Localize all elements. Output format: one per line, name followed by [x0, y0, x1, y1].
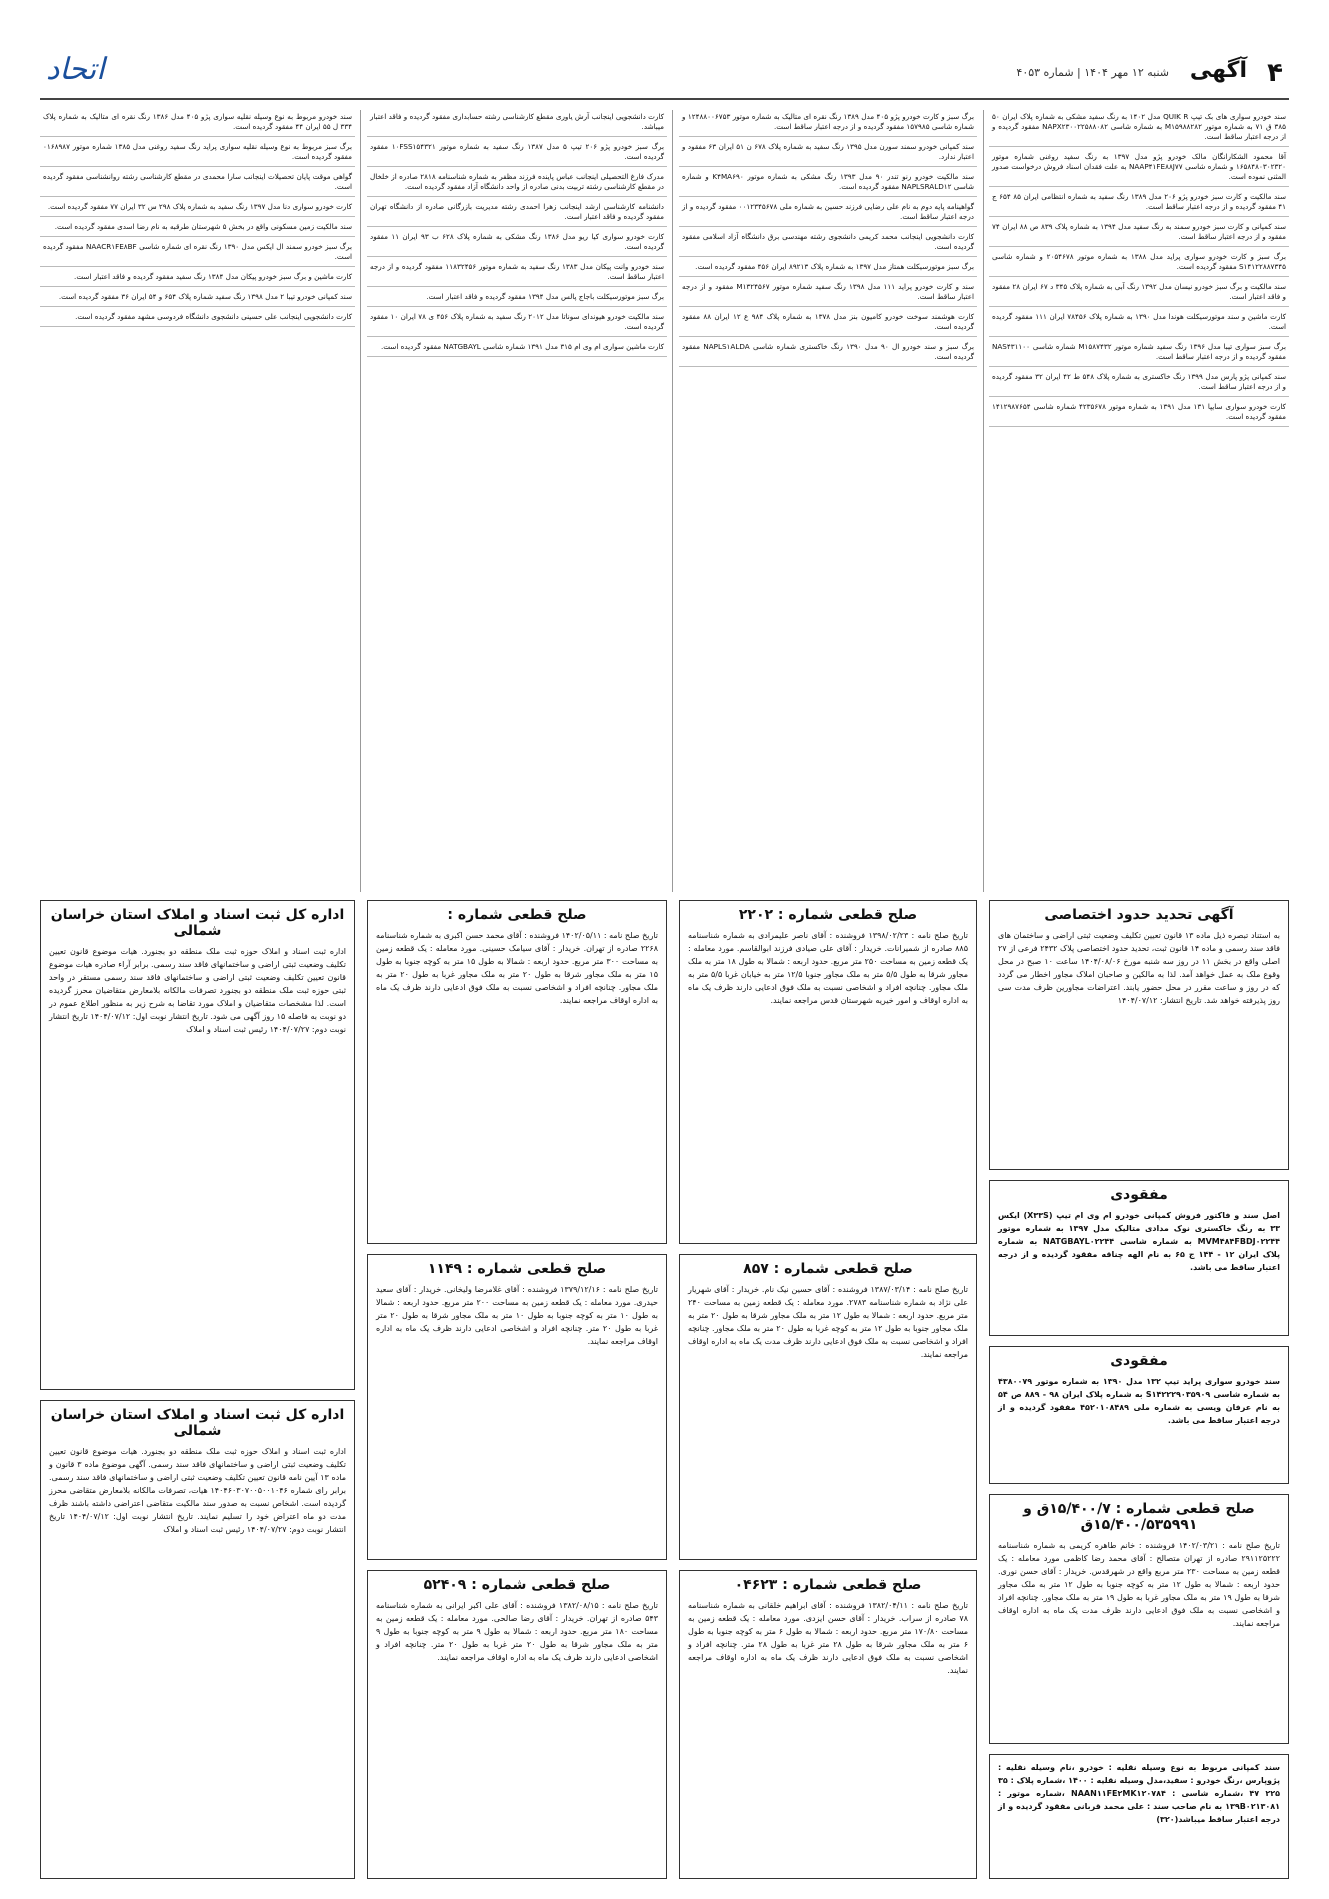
notice-body: سند کمپانی مربوط به نوع وسیله نقلیه : خودرو ،نام وسیله نقلیه : پژوپارس ،رنگ خودرو : سفید،مدل وسیله نقلیه : ۱۴۰۰ ،شماره پلاک : ۳۵ ۲۲۵ ۴۷ ،شماره شاسی : NAAN۱۱FE۲MK۱۲۰۷۸۴ ،شماره موتور : ۱۳۹B۰۲۱۳۰۸۱ به نام صاحب سند : علی محمد قربانی مفقود گردیده و از درجه اعتبار ساقط میباشد(۳۲۰): [998, 1763, 1280, 1824]
page-number: ۴: [1267, 58, 1283, 88]
classified-item: آقا محمود الشکارانگان مالک خودرو پژو مدل ۱۳۹۷ به رنگ سفید روغنی شماره موتور ۱۶۵۸۴۸۰۳۰۲۳۲۰ و شماره شاسی NAAP۴۱FE۸۸J۷۷ به علت فقدان اسناد فروش درخواست صدور المثنی نموده است.: [989, 150, 1289, 187]
classified-item: کارت دانشجویی اینجانب آرش یاوری مقطع کارشناسی رشته حسابداری مفقود گردیده و فاقد اعتبار میباشد.: [367, 110, 667, 137]
classified-item: گواهی موقت پایان تحصیلات اینجانب سارا محمدی در مقطع کارشناسی رشته روانشناسی مفقود گردیده است.: [40, 170, 355, 197]
notice-vehicle-doc: [989, 1754, 1289, 1879]
classified-item: دانشنامه کارشناسی ارشد اینجانب زهرا احمدی رشته مدیریت بازرگانی صادره از دانشگاه تهران مفقود گردیده و فاقد اعتبار است.: [367, 200, 667, 227]
notice-title: صلح قطعی شماره : ۰۴۶۲۳: [734, 1577, 922, 1593]
notice-title: اداره کل ثبت اسناد و املاک استان خراسان شمالی: [50, 907, 345, 939]
classified-item: برگ سبز خودرو پژو ۲۰۶ تیپ ۵ مدل ۱۳۸۷ رنگ سفید به شماره موتور ۱۰FSS۱۵۴۳۲۱ مفقود گردیده است.: [367, 140, 667, 167]
notice-body: تاریخ صلح نامه : ۱۴۰۲/۰۳/۲۱ فروشنده : خانم طاهره کریمی به شماره شناسنامه ۲۹۱۱۲۵۲۲۲ صادره از تهران متصالح : آقای محمد رضا کاظمی مورد معامله : یک قطعه زمین به مساحت ۲۳۰ متر مربع واقع در شهرقدس. خریدار : آقای حسن نوری. حدود اربعه : شمالا به طول ۱۲ متر به کوچه جنوبا به طول ۱۲ متر به ملک مجاور شرقا به طول ۱۹ متر به ملک مجاور غربا به طول ۱۹ متر به ملک مجاور. چنانچه افراد و اشخاصی نسبت به ملک فوق ادعایی دارند ظرف مدت یک ماه به اداره اوقاف مراجعه نمایند.: [998, 1541, 1281, 1628]
classified-item: کارت خودرو سواری کیا ریو مدل ۱۳۸۶ رنگ مشکی به شماره پلاک ۶۲۸ ب ۹۳ ایران ۱۱ مفقود گردیده است.: [367, 230, 667, 257]
classified-column-2: [679, 110, 977, 892]
notice-settlement-857: [679, 1254, 977, 1560]
classified-item: کارت دانشجویی اینجانب علی حسینی دانشجوی دانشگاه فردوسی مشهد مفقود گردیده است.: [40, 310, 355, 327]
notice-body: اداره ثبت اسناد و املاک حوزه ثبت ملک منطقه دو بجنورد. هیات موضوع قانون تعیین تکلیف وضعیت ثبتی اراضی و ساختمانهای فاقد سند رسمی. آگهی موضوع ماده ۳ قانون و ماده ۱۳ آیین نامه قانون تعیین تکلیف وضعیت ثبتی اراضی و ساختمانهای فاقد سند رسمی. برابر رای شماره ۱۴۰۴۶۰۳۰۷۰۰۵۰۰۱۰۴۶ هیات، تصرفات مالکانه بلامعارض متقاضی محرز گردیده است. اشخاص نسبت به صدور سند مالکیت متقاضی اعتراضی داشته باشند ظرف مدت دو ماه اعتراض خود را تسلیم نمایند. تاریخ انتشار نوبت اول: ۱۴۰۴/۰۷/۱۲ تاریخ انتشار نوبت دوم: ۱۴۰۴/۰۷/۲۷ رئیس ثبت اسناد و املاک: [49, 1447, 346, 1534]
notice-registry-2: [40, 1400, 355, 1879]
notice-body: تاریخ صلح نامه : ۱۴۰۲/۰۵/۱۱ فروشنده : آقای محمد حسن اکبری به شماره شناسنامه ۲۲۶۸ صادره از تهران. خریدار : آقای سیامک حسینی. مورد معامله : یک قطعه زمین به مساحت ۳۰۰ متر مربع. حدود اربعه : شمالا به طول ۱۵ متر به کوچه جنوبا به طول ۱۵ متر به ملک مجاور شرقا به طول ۲۰ متر به ملک مجاور غربا به طول ۲۰ متر به ملک مجاور. چنانچه افراد و اشخاصی نسبت به ملک فوق ادعایی دارند ظرف یک ماه به اداره اوقاف مراجعه نمایند.: [376, 931, 659, 1005]
notice-body: سند خودرو سواری پراید تیپ ۱۳۲ مدل ۱۳۹۰ به شماره موتور ۴۳۸۰۰۷۹ به شماره شاسی S۱۴۲۲۲۹۰۳۵۹۰۹ به شماره پلاک ایران ۹۸ - ۸۸۹ ص ۵۴ به نام عرفان ویسی به شماره ملی ۴۵۲۰۱۰۸۴۸۹ مفقود گردیده و از درجه اعتبار ساقط می باشد.: [998, 1377, 1281, 1425]
classified-item: برگ سبز و کارت خودرو پژو ۴۰۵ مدل ۱۳۸۹ رنگ نقره ای متالیک به شماره موتور ۱۲۴۸۸۰۰۶۷۵۳ و شماره شاسی ۱۵۷۹۸۵ مفقود گردیده و از درجه اعتبار ساقط است.: [679, 110, 977, 137]
classified-column-4: [40, 110, 355, 892]
notice-body: تاریخ صلح نامه : ۱۳۸۲/۰۴/۱۱ فروشنده : آقای ابراهیم خلقانی به شماره شناسنامه ۷۸ صادره از سراب. خریدار : آقای حسن ایزدی. مورد معامله : یک قطعه زمین به مساحت ۱۷۰/۸۰ متر مربع. حدود اربعه : شمالا به طول ۶ متر به کوچه جنوبا به طول ۶ متر به ملک مجاور شرقا به طول ۲۸ متر غربا به طول ۲۸ متر. چنانچه افراد و اشخاصی نسبت به ملک فوق ادعایی دارند ظرف یک ماه به اداره اوقاف مراجعه نمایند.: [688, 1601, 969, 1675]
classified-item: سند مالکیت و کارت سبز خودرو پژو ۲۰۶ مدل ۱۳۸۹ رنگ سفید به شماره انتظامی ایران ۸۵ ۶۵۴ ج ۴۱ مفقود گردیده و از درجه اعتبار ساقط است.: [989, 190, 1289, 217]
notice-title: صلح قطعی شماره :: [447, 907, 587, 923]
notice-lost-2: [989, 1346, 1289, 1484]
notice-body: تاریخ صلح نامه : ۱۳۹۸/۰۲/۲۳ فروشنده : آقای ناصر علیمرادی به شماره شناسنامه ۸۸۵ صادره از شمیرانات. خریدار : آقای علی صیادی فرزند ابوالقاسم. مورد معامله : یک قطعه زمین به مساحت ۲۵۰ متر مربع. حدود اربعه : شمالا به طول ۱۸ متر به ملک مجاور شرقا به طول ۵/۵ متر به ملک مجاور جنوبا ۱۲/۵ متر به خیابان غربا ۵/۵ متر به ملک مجاور. چنانچه افراد و اشخاصی نسبت به ملک فوق ادعایی دارند ظرف یک ماه به اداره اوقاف و امور خیریه شهرستان قدس مراجعه نمایند.: [688, 931, 969, 1005]
notice-title: اداره کل ثبت اسناد و املاک استان خراسان شمالی: [50, 1407, 345, 1439]
notice-title: مفقودی: [1110, 1187, 1168, 1203]
classified-item: سند کمپانی خودرو سمند سورن مدل ۱۳۹۵ رنگ سفید به شماره پلاک ۶۷۸ ن ۵۱ ایران ۶۳ مفقود و اعتبار ندارد.: [679, 140, 977, 167]
classified-item: سند خودرو وانت پیکان مدل ۱۳۸۳ رنگ سفید به شماره موتور ۱۱۸۳۲۴۵۶ مفقود گردیده و از درجه اعتبار ساقط است.: [367, 260, 667, 287]
issue-line: شنبه ۱۲ مهر ۱۴۰۴ | شماره ۴۰۵۳: [1016, 66, 1169, 79]
column-divider: [983, 110, 984, 892]
classified-item: برگ سبز خودرو سمند ال ایکس مدل ۱۳۹۰ رنگ نقره ای شماره شاسی NAACR۱FE۸BF مفقود گردیده است.: [40, 240, 355, 267]
notice-settlement-blank: [367, 900, 667, 1244]
classified-item: برگ سبز مربوط به نوع وسیله نقلیه سواری پراید رنگ سفید روغنی مدل ۱۳۸۵ شماره موتور ۰۱۶۸۹۸۷ مفقود گردیده است.: [40, 140, 355, 167]
classified-item: سند کمپانی پژو پارس مدل ۱۳۹۹ رنگ خاکستری به شماره پلاک ۵۴۸ ط ۴۲ ایران ۳۲ مفقود گردیده و از درجه اعتبار ساقط است.: [989, 370, 1289, 397]
classified-item: کارت ماشین و سند موتورسیکلت هوندا مدل ۱۳۹۰ به شماره پلاک ۷۸۴۵۶ ایران ۱۱۱ مفقود گردیده است.: [989, 310, 1289, 337]
classified-item: سند کمپانی خودرو تیبا ۲ مدل ۱۳۹۸ رنگ سفید شماره پلاک ۶۵۴ و ۵۴ ایران ۳۶ مفقود گردیده است.: [40, 290, 355, 307]
classified-item: برگ سبز و کارت خودرو سواری پراید مدل ۱۳۸۸ به شماره موتور ۲۰۵۴۶۷۸ و شماره شاسی S۱۴۱۲۲۸۸۷۳۴۵ مفقود گردیده است.: [989, 250, 1289, 277]
notice-title: مفقودی: [1110, 1353, 1168, 1369]
classified-item: برگ سبز و سند خودرو ال ۹۰ مدل ۱۳۹۰ رنگ خاکستری شماره شاسی NAPLS۱ALDA مفقود گردیده است.: [679, 340, 977, 367]
notice-body: اصل سند و فاکتور فروش کمپانی خودرو ام وی ام تیپ (X۳۳S) ایکس ۳۳ به رنگ خاکستری نوک مدادی متالیک مدل ۱۳۹۷ به شماره موتور MVM۴۸۴FBDJ۰۲۲۴۴ به شماره شاسی NATGBAYL۰۲۲۴۴ به شماره پلاک ایران ۱۲ - ۱۴۴ ج ۶۵ به نام الهه چناقه مفقود گردیده و از درجه اعتبار ساقط می باشد.: [998, 1211, 1280, 1272]
notice-demarcation: [989, 900, 1289, 1170]
classified-item: برگ سبز موتورسیکلت باجاج پالس مدل ۱۳۹۴ مفقود گردیده و فاقد اعتبار است.: [367, 290, 667, 307]
notice-body: اداره ثبت اسناد و املاک حوزه ثبت ملک منطقه دو بجنورد. هیات موضوع قانون تعیین تکلیف وضعیت ثبتی اراضی و ساختمانهای فاقد سند رسمی. برابر آراء صادره هیات موضوع قانون تعیین تکلیف وضعیت ثبتی اراضی و ساختمانهای فاقد سند رسمی مستقر در واحد ثبتی حوزه ثبت ملک منطقه دو بجنورد تصرفات مالکانه بلامعارض متقاضیان محرز گردیده است. لذا مشخصات متقاضیان و املاک مورد تقاضا به شرح زیر به منظور اطلاع عموم در دو نوبت به فاصله ۱۵ روز آگهی می شود. تاریخ انتشار نوبت اول: ۱۴۰۴/۰۷/۱۲ تاریخ انتشار نوبت دوم: ۱۴۰۴/۰۷/۲۷ رئیس ثبت اسناد و املاک: [49, 947, 347, 1034]
notice-lost-1: [989, 1180, 1289, 1336]
column-divider: [360, 110, 361, 892]
classified-column-3: [367, 110, 667, 892]
notice-settlement-52409: [367, 1570, 667, 1879]
notice-title: صلح قطعی شماره : ۲۲۰۲: [738, 907, 918, 923]
classified-item: کارت خودرو سواری سایپا ۱۳۱ مدل ۱۳۹۱ به شماره موتور ۴۲۳۵۶۷۸ شماره شاسی ۱۴۱۲۹۸۷۶۵۴ مفقود گردیده است.: [989, 400, 1289, 427]
notice-body: تاریخ صلح نامه : ۱۳۸۷/۰۳/۱۴ فروشنده : آقای حسین نیک نام. خریدار : آقای شهریار علی نژاد به شماره شناسنامه ۲۷۸۳. مورد معامله : یک قطعه زمین به مساحت ۲۴۰ متر مربع. حدود اربعه : شمالا به طول ۱۲ متر به ملک مجاور شرقا به طول ۲۰ متر به ملک مجاور جنوبا به طول ۱۲ متر به کوچه غربا به طول ۲۰ متر به ملک مجاور. چنانچه افراد و اشخاصی نسبت به ملک فوق ادعایی دارند ظرف مدت یک ماه به اداره اوقاف مراجعه نمایند.: [688, 1285, 969, 1359]
notice-title: صلح قطعی شماره : ۵۲۴۰۹: [423, 1577, 611, 1593]
classified-item: سند خودرو مربوط به نوع وسیله نقلیه سواری پژو ۴۰۵ مدل ۱۳۸۶ رنگ نقره ای متالیک به شماره پلاک ۳۳۴ ل ۵۵ ایران ۴۴ مفقود گردیده است.: [40, 110, 355, 137]
classified-item: سند خودرو سواری های بک تیپ QUIK R مدل ۱۴۰۲ به رنگ سفید مشکی به شماره پلاک ایران ۵۰ ۳۸۵ ق ۷۱ به شماره موتور M۱۵۹۸۸۲۸۲ به شماره شاسی NAPX۲۳۰۰۲۲۵۸۸۰۸۲ مفقود گردیده و از درجه اعتبار ساقط است.: [989, 110, 1289, 147]
classified-item: کارت خودرو سواری دنا مدل ۱۳۹۷ رنگ سفید به شماره پلاک ۲۹۸ س ۳۲ ایران ۷۷ مفقود گردیده است.: [40, 200, 355, 217]
page-header: [40, 50, 1289, 100]
section-title: آگهی: [1189, 58, 1247, 83]
notice-settlement-2202: [679, 900, 977, 1244]
classified-item: سند و کارت خودرو پراید ۱۱۱ مدل ۱۳۹۸ رنگ سفید شماره موتور M۱۳۲۴۵۶۷ مفقود و از درجه اعتبار ساقط است.: [679, 280, 977, 307]
classified-item: مدرک فارغ التحصیلی اینجانب عباس پاینده فرزند مظفر به شماره شناسنامه ۲۸۱۸ صادره از خلخال در مقطع کارشناسی رشته تربیت بدنی صادره از واحد دانشگاه آزاد مفقود گردیده است.: [367, 170, 667, 197]
classified-item: کارت ماشین و برگ سبز خودرو پیکان مدل ۱۳۸۴ رنگ سفید مفقود گردیده و فاقد اعتبار است.: [40, 270, 355, 287]
classified-item: گواهینامه پایه دوم به نام علی رضایی فرزند حسین به شماره ملی ۰۰۱۲۳۴۵۶۷۸ مفقود گردیده و از درجه اعتبار ساقط است.: [679, 200, 977, 227]
classified-item: سند مالکیت زمین مسکونی واقع در بخش ۵ شهرستان طرقبه به نام رضا اسدی مفقود گردیده است.: [40, 220, 355, 237]
notice-title: صلح قطعی شماره : ۸۵۷: [743, 1261, 913, 1277]
classified-item: کارت ماشین سواری ام وی ام ۳۱۵ مدل ۱۳۹۱ شماره شاسی NATGBAYL مفقود گردیده است.: [367, 340, 667, 357]
notice-title: آگهی تحدید حدود اختصاصی: [1044, 907, 1234, 923]
classified-item: سند مالکیت خودرو رنو تندر ۹۰ مدل ۱۳۹۳ رنگ مشکی به شماره موتور K۴MA۶۹۰ و شماره شاسی NAPLSRALD۱۲ مفقود گردیده است.: [679, 170, 977, 197]
classified-item: سند مالکیت و برگ سبز خودرو نیسان مدل ۱۳۹۲ رنگ آبی به شماره پلاک ۳۴۵ د ۶۷ ایران ۲۸ مفقود و فاقد اعتبار است.: [989, 280, 1289, 307]
notice-title: صلح قطعی شماره : ۱۵/۴۰۰/۷ق و ۱۵/۴۰۰/۵۳۵۹۹۱ق: [1023, 1501, 1255, 1533]
notice-body: تاریخ صلح نامه : ۱۳۷۹/۱۲/۱۶ فروشنده : آقای غلامرضا ولیخانی. خریدار : آقای سعید حیدری. مورد معامله : یک قطعه زمین به مساحت ۲۰۰ متر مربع. حدود اربعه : شمالا به طول ۱۰ متر به کوچه جنوبا به طول ۱۰ متر به ملک مجاور شرقا به طول ۲۰ متر غربا به طول ۲۰ متر. چنانچه افراد و اشخاصی ادعایی دارند ظرف یک ماه به اداره اوقاف مراجعه نمایند.: [376, 1285, 659, 1346]
notice-settlement-04623: [679, 1570, 977, 1879]
classified-item: برگ سبز سواری تیبا مدل ۱۳۹۶ رنگ سفید شماره موتور M۱۵۸۷۴۳۲ شماره شاسی NAS۴۳۱۱۰۰ مفقود گردیده و از درجه اعتبار ساقط است.: [989, 340, 1289, 367]
classified-item: برگ سبز موتورسیکلت همتاز مدل ۱۳۹۷ به شماره پلاک ۸۹۲۱۳ ایران ۴۵۶ مفقود گردیده است.: [679, 260, 977, 277]
classified-column-1: [989, 110, 1289, 892]
classified-item: سند کمپانی و کارت سبز خودرو سمند به رنگ سفید مدل ۱۳۹۴ به شماره پلاک ۸۳۹ ص ۸۸ ایران ۷۴ مفقود و از درجه اعتبار ساقط است.: [989, 220, 1289, 247]
classified-item: کارت دانشجویی اینجانب محمد کریمی دانشجوی رشته مهندسی برق دانشگاه آزاد اسلامی مفقود گردیده است.: [679, 230, 977, 257]
notice-title: صلح قطعی شماره : ۱۱۴۹: [427, 1261, 607, 1277]
notice-body: به استناد تبصره ذیل ماده ۱۳ قانون تعیین تکلیف وضعیت ثبتی اراضی و ساختمان های فاقد سند رسمی و ماده ۱۴ قانون ثبت، تحدید حدود اختصاصی پلاک ۲۴۳۲ فرعی از ۲۷ اصلی واقع در بخش ۱۱ در روز سه شنبه مورخ ۱۴۰۴/۰۸/۰۶ ساعت ۱۰ صبح در محل وقوع ملک به عمل خواهد آمد. لذا به مالکین و صاحبان املاک مجاور اخطار می گردد که در روز و ساعت مقرر در محل حضور یابند. اعتراضات مجاورین ظرف مدت سی روز پذیرفته خواهد شد. تاریخ انتشار: ۱۴۰۴/۰۷/۱۲: [998, 931, 1281, 1005]
classified-item: سند مالکیت خودرو هیوندای سوناتا مدل ۲۰۱۲ رنگ سفید به شماره پلاک ۴۵۶ ی ۷۸ ایران ۱۰ مفقود گردیده است.: [367, 310, 667, 337]
notice-settlement-1149: [367, 1254, 667, 1560]
notice-registry-1: [40, 900, 355, 1390]
notice-body: تاریخ صلح نامه : ۱۳۸۲/۰۸/۱۵ فروشنده : آقای علی اکبر ایرانی به شماره شناسنامه ۵۴۳ صادره از تهران. خریدار : آقای رضا صالحی. مورد معامله : یک قطعه زمین به مساحت ۱۸۰ متر مربع. حدود اربعه : شمالا به طول ۹ متر به کوچه جنوبا به طول ۹ متر به ملک مجاور شرقا به طول ۲۰ متر غربا به طول ۲۰ متر. چنانچه افراد و اشخاصی ادعایی دارند ظرف یک ماه به اداره اوقاف مراجعه نمایند.: [376, 1601, 659, 1662]
classified-item: کارت هوشمند سوخت خودرو کامیون بنز مدل ۱۳۷۸ به شماره پلاک ۹۸۴ ع ۱۲ ایران ۸۸ مفقود گردیده است.: [679, 310, 977, 337]
column-divider: [672, 110, 673, 892]
notice-settlement: [989, 1494, 1289, 1744]
newspaper-logo: اتحاد: [46, 52, 105, 87]
